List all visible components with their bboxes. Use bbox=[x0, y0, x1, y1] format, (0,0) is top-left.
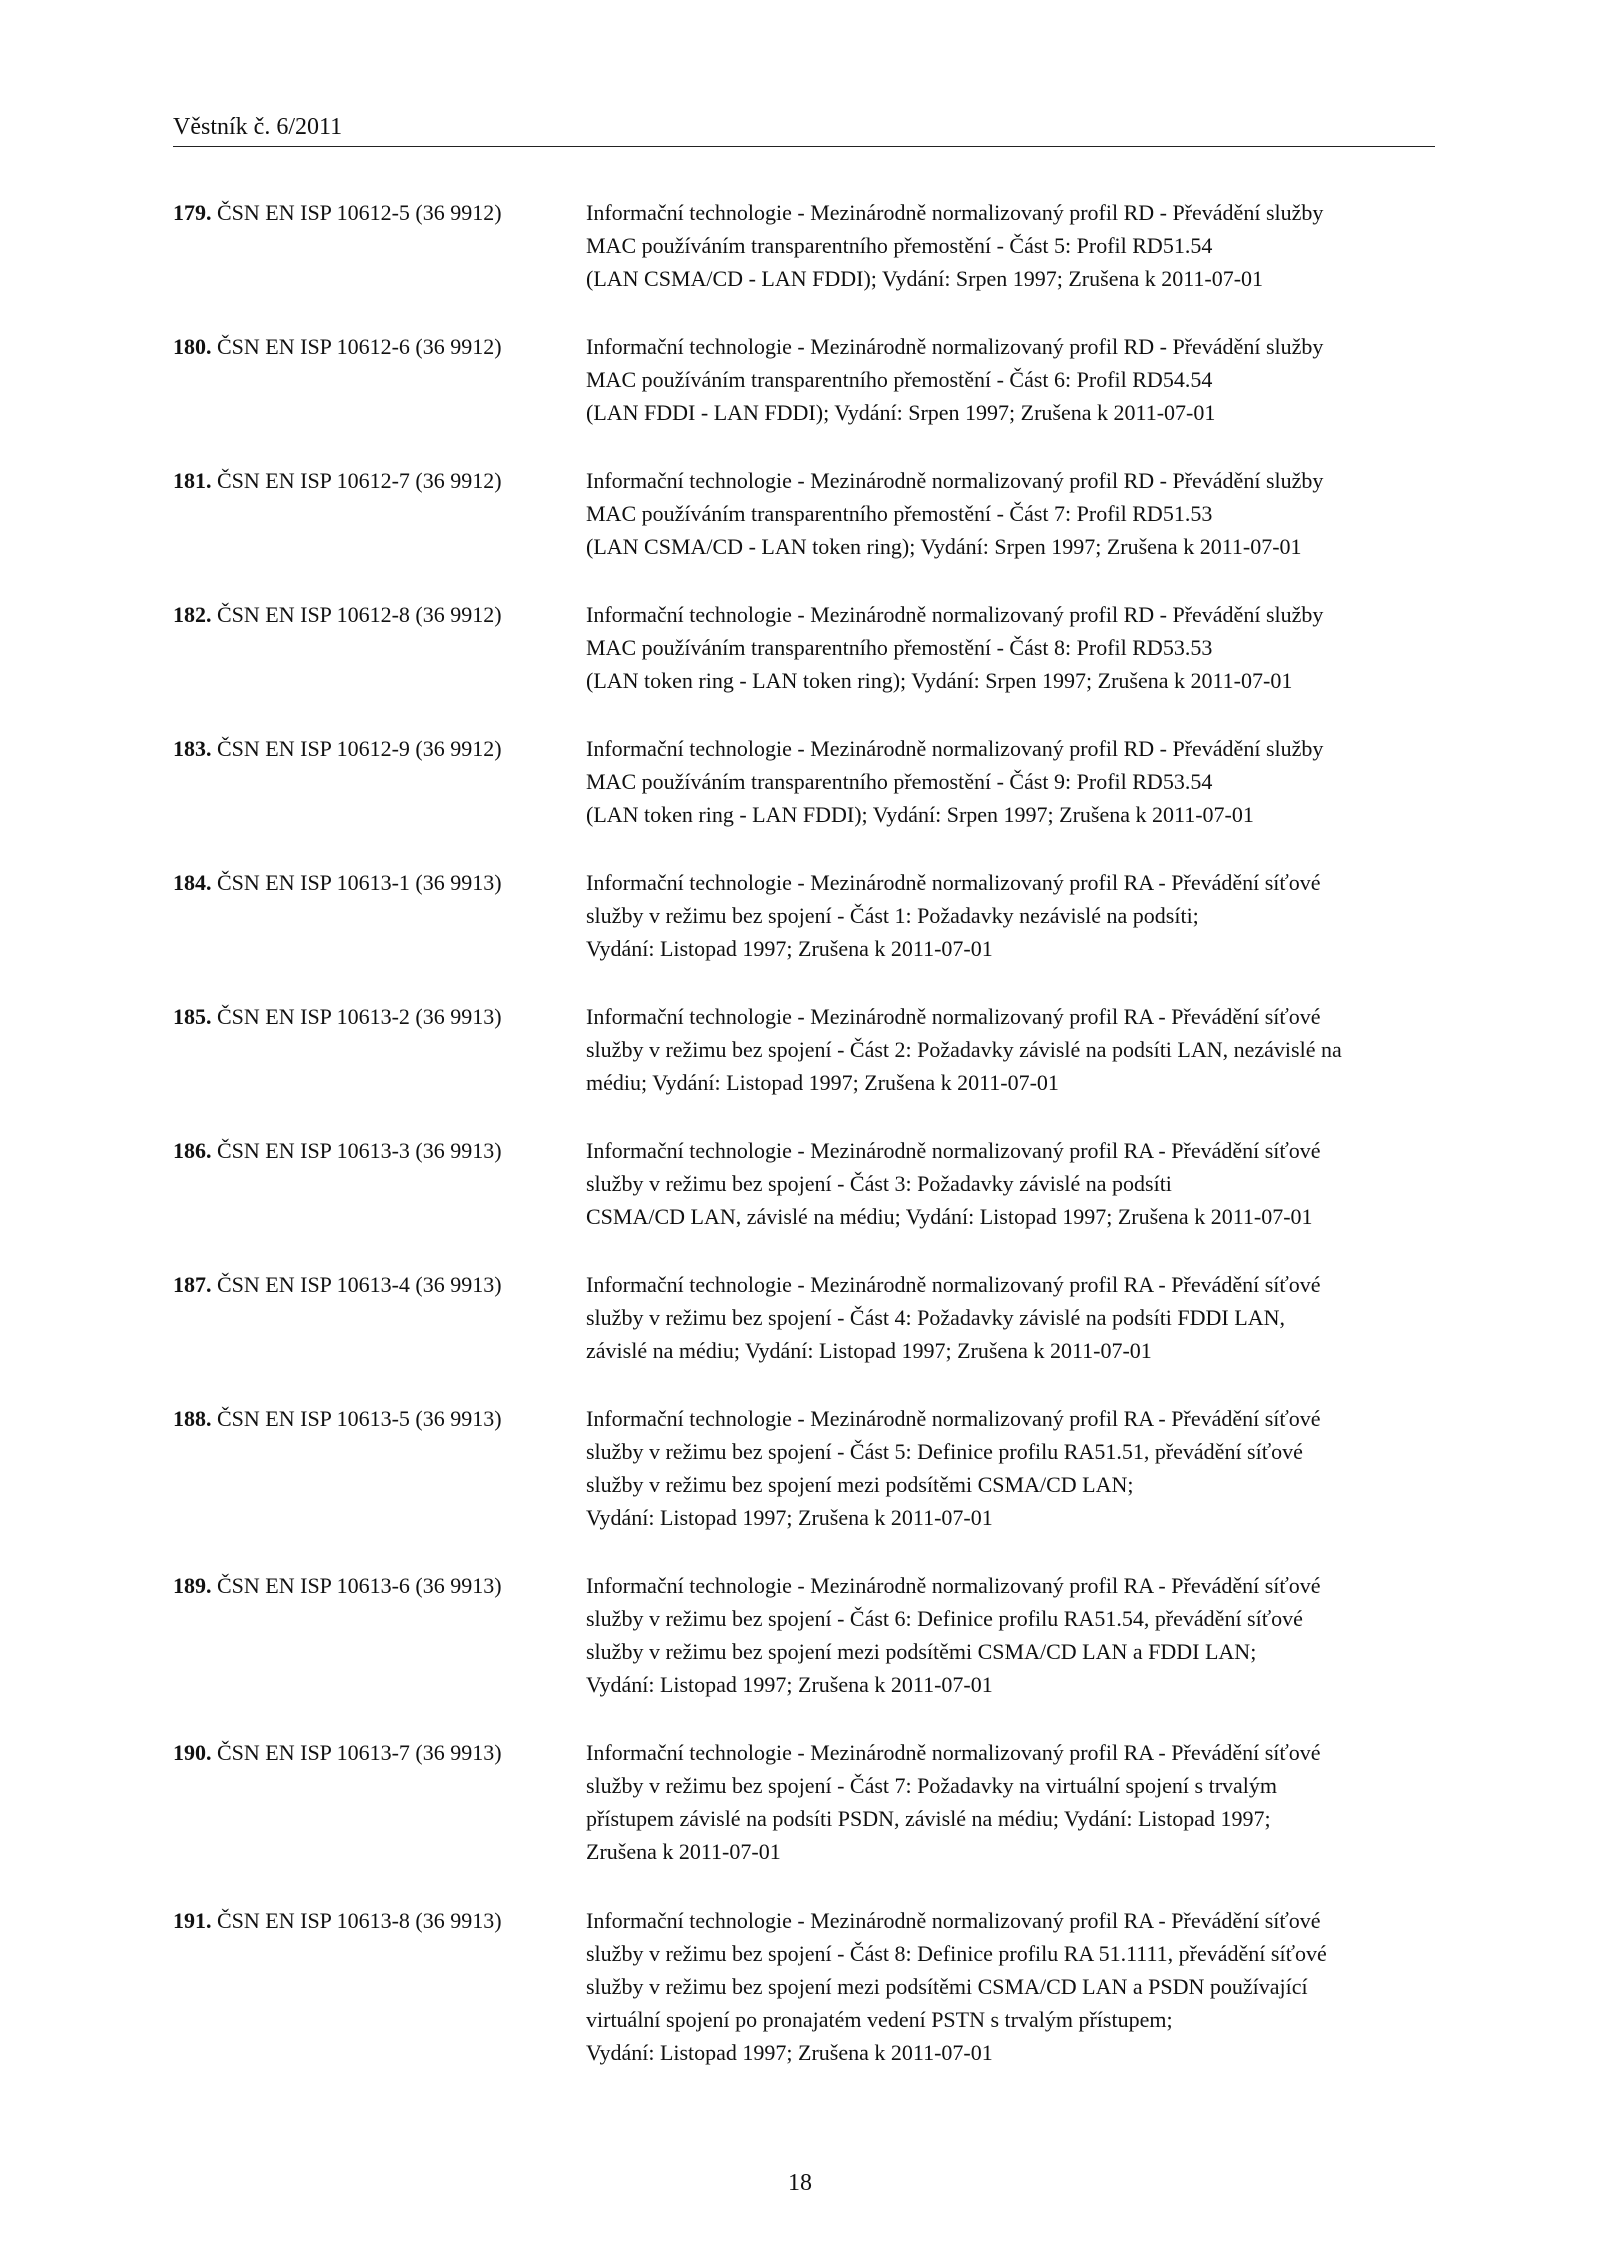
standard-code: ČSN EN ISP 10613-2 (36 9913) bbox=[217, 1004, 502, 1029]
entry-number: 190. bbox=[173, 1740, 212, 1765]
standard-designation bbox=[173, 866, 586, 965]
standard-code: ČSN EN ISP 10612-6 (36 9912) bbox=[217, 334, 502, 359]
standard-description bbox=[586, 1000, 1435, 1099]
entry-number: 184. bbox=[173, 870, 212, 895]
description-line: (LAN CSMA/CD - LAN token ring); Vydání: Srpen 1997; Zrušena k 2011-07-01 bbox=[586, 534, 1302, 559]
standard-code: ČSN EN ISP 10613-8 (36 9913) bbox=[217, 1908, 502, 1933]
description-line: Informační technologie - Mezinárodně normalizovaný profil RA - Převádění síťové bbox=[586, 1004, 1321, 1029]
list-item bbox=[173, 866, 1435, 965]
standard-designation bbox=[173, 196, 586, 295]
description-line: virtuální spojení po pronajatém vedení PSTN s trvalým přístupem; bbox=[586, 2007, 1173, 2032]
standard-code: ČSN EN ISP 10612-8 (36 9912) bbox=[217, 602, 502, 627]
list-item bbox=[173, 598, 1435, 697]
standard-description bbox=[586, 464, 1435, 563]
entry-number: 187. bbox=[173, 1272, 212, 1297]
description-line: Vydání: Listopad 1997; Zrušena k 2011-07-01 bbox=[586, 1505, 993, 1530]
standard-designation bbox=[173, 732, 586, 831]
entry-number: 180. bbox=[173, 334, 212, 359]
description-line: médiu; Vydání: Listopad 1997; Zrušena k 2011-07-01 bbox=[586, 1070, 1059, 1095]
description-line: služby v režimu bez spojení - Část 2: Požadavky závislé na podsíti LAN, nezávislé na bbox=[586, 1037, 1342, 1062]
standard-description bbox=[586, 1736, 1435, 1868]
list-item bbox=[173, 1134, 1435, 1233]
standard-code: ČSN EN ISP 10613-4 (36 9913) bbox=[217, 1272, 502, 1297]
standard-code: ČSN EN ISP 10612-7 (36 9912) bbox=[217, 468, 502, 493]
description-line: služby v režimu bez spojení mezi podsítěmi CSMA/CD LAN a PSDN používající bbox=[586, 1974, 1308, 1999]
standard-designation bbox=[173, 1268, 586, 1367]
list-item bbox=[173, 330, 1435, 429]
list-item bbox=[173, 732, 1435, 831]
standard-designation bbox=[173, 464, 586, 563]
entry-number: 189. bbox=[173, 1573, 212, 1598]
description-line: služby v režimu bez spojení - Část 7: Požadavky na virtuální spojení s trvalým bbox=[586, 1773, 1278, 1798]
description-line: (LAN CSMA/CD - LAN FDDI); Vydání: Srpen 1997; Zrušena k 2011-07-01 bbox=[586, 266, 1264, 291]
standard-code: ČSN EN ISP 10612-5 (36 9912) bbox=[217, 200, 502, 225]
page-header bbox=[173, 112, 1435, 147]
standard-description bbox=[586, 1904, 1435, 2069]
description-line: Informační technologie - Mezinárodně normalizovaný profil RD - Převádění služby bbox=[586, 334, 1324, 359]
description-line: Vydání: Listopad 1997; Zrušena k 2011-07-01 bbox=[586, 2040, 993, 2065]
standard-designation bbox=[173, 598, 586, 697]
description-line: Informační technologie - Mezinárodně normalizovaný profil RD - Převádění služby bbox=[586, 736, 1324, 761]
standard-description bbox=[586, 196, 1435, 295]
description-line: Informační technologie - Mezinárodně normalizovaný profil RA - Převádění síťové bbox=[586, 1908, 1321, 1933]
list-item bbox=[173, 1000, 1435, 1099]
standard-code: ČSN EN ISP 10613-5 (36 9913) bbox=[217, 1406, 502, 1431]
description-line: Informační technologie - Mezinárodně normalizovaný profil RA - Převádění síťové bbox=[586, 1272, 1321, 1297]
description-line: služby v režimu bez spojení - Část 4: Požadavky závislé na podsíti FDDI LAN, bbox=[586, 1305, 1285, 1330]
standard-code: ČSN EN ISP 10613-1 (36 9913) bbox=[217, 870, 502, 895]
description-line: Informační technologie - Mezinárodně normalizovaný profil RD - Převádění služby bbox=[586, 468, 1324, 493]
list-item bbox=[173, 1569, 1435, 1701]
description-line: přístupem závislé na podsíti PSDN, závislé na médiu; Vydání: Listopad 1997; bbox=[586, 1806, 1271, 1831]
entry-number: 179. bbox=[173, 200, 212, 225]
description-line: Zrušena k 2011-07-01 bbox=[586, 1839, 781, 1864]
standard-description bbox=[586, 1134, 1435, 1233]
standard-description bbox=[586, 330, 1435, 429]
standard-code: ČSN EN ISP 10613-3 (36 9913) bbox=[217, 1138, 502, 1163]
list-item bbox=[173, 1736, 1435, 1868]
description-line: (LAN token ring - LAN FDDI); Vydání: Srpen 1997; Zrušena k 2011-07-01 bbox=[586, 802, 1254, 827]
list-item bbox=[173, 1402, 1435, 1534]
description-line: Informační technologie - Mezinárodně normalizovaný profil RA - Převádění síťové bbox=[586, 870, 1321, 895]
standard-designation bbox=[173, 1904, 586, 2069]
description-line: Informační technologie - Mezinárodně normalizovaný profil RA - Převádění síťové bbox=[586, 1573, 1321, 1598]
standard-description bbox=[586, 732, 1435, 831]
description-line: MAC používáním transparentního přemostění - Část 8: Profil RD53.53 bbox=[586, 635, 1213, 660]
description-line: závislé na médiu; Vydání: Listopad 1997; Zrušena k 2011-07-01 bbox=[586, 1338, 1152, 1363]
standard-designation bbox=[173, 1134, 586, 1233]
standard-code: ČSN EN ISP 10613-7 (36 9913) bbox=[217, 1740, 502, 1765]
description-line: Vydání: Listopad 1997; Zrušena k 2011-07-01 bbox=[586, 1672, 993, 1697]
entry-number: 188. bbox=[173, 1406, 212, 1431]
list-item bbox=[173, 1904, 1435, 2069]
description-line: MAC používáním transparentního přemostění - Část 9: Profil RD53.54 bbox=[586, 769, 1213, 794]
list-item bbox=[173, 1268, 1435, 1367]
description-line: (LAN token ring - LAN token ring); Vydání: Srpen 1997; Zrušena k 2011-07-01 bbox=[586, 668, 1293, 693]
description-line: Informační technologie - Mezinárodně normalizovaný profil RA - Převádění síťové bbox=[586, 1406, 1321, 1431]
description-line: Informační technologie - Mezinárodně normalizovaný profil RA - Převádění síťové bbox=[586, 1740, 1321, 1765]
standard-code: ČSN EN ISP 10613-6 (36 9913) bbox=[217, 1573, 502, 1598]
description-line: Informační technologie - Mezinárodně normalizovaný profil RD - Převádění služby bbox=[586, 200, 1324, 225]
description-line: MAC používáním transparentního přemostění - Část 5: Profil RD51.54 bbox=[586, 233, 1213, 258]
entry-number: 185. bbox=[173, 1004, 212, 1029]
description-line: služby v režimu bez spojení mezi podsítěmi CSMA/CD LAN a FDDI LAN; bbox=[586, 1639, 1257, 1664]
standard-designation bbox=[173, 1402, 586, 1534]
description-line: (LAN FDDI - LAN FDDI); Vydání: Srpen 1997; Zrušena k 2011-07-01 bbox=[586, 400, 1216, 425]
entry-number: 182. bbox=[173, 602, 212, 627]
description-line: služby v režimu bez spojení - Část 1: Požadavky nezávislé na podsíti; bbox=[586, 903, 1199, 928]
description-line: služby v režimu bez spojení mezi podsítěmi CSMA/CD LAN; bbox=[586, 1472, 1134, 1497]
description-line: MAC používáním transparentního přemostění - Část 7: Profil RD51.53 bbox=[586, 501, 1213, 526]
standard-description bbox=[586, 1402, 1435, 1534]
entry-number: 181. bbox=[173, 468, 212, 493]
standard-description bbox=[586, 1569, 1435, 1701]
description-line: služby v režimu bez spojení - Část 5: Definice profilu RA51.51, převádění síťové bbox=[586, 1439, 1303, 1464]
entry-number: 191. bbox=[173, 1908, 212, 1933]
standard-description bbox=[586, 1268, 1435, 1367]
standard-designation bbox=[173, 330, 586, 429]
page-number: 18 bbox=[788, 2170, 812, 2196]
standard-designation bbox=[173, 1000, 586, 1099]
entry-number: 186. bbox=[173, 1138, 212, 1163]
description-line: Informační technologie - Mezinárodně normalizovaný profil RA - Převádění síťové bbox=[586, 1138, 1321, 1163]
standard-designation bbox=[173, 1736, 586, 1868]
list-item bbox=[173, 196, 1435, 295]
description-line: CSMA/CD LAN, závislé na médiu; Vydání: Listopad 1997; Zrušena k 2011-07-01 bbox=[586, 1204, 1313, 1229]
standard-designation bbox=[173, 1569, 586, 1701]
description-line: MAC používáním transparentního přemostění - Část 6: Profil RD54.54 bbox=[586, 367, 1213, 392]
entry-number: 183. bbox=[173, 736, 212, 761]
description-line: služby v režimu bez spojení - Část 8: Definice profilu RA 51.1111, převádění síťové bbox=[586, 1941, 1327, 1966]
description-line: Informační technologie - Mezinárodně normalizovaný profil RD - Převádění služby bbox=[586, 602, 1324, 627]
description-line: služby v režimu bez spojení - Část 6: Definice profilu RA51.54, převádění síťové bbox=[586, 1606, 1303, 1631]
standard-description bbox=[586, 598, 1435, 697]
standard-code: ČSN EN ISP 10612-9 (36 9912) bbox=[217, 736, 502, 761]
standard-description bbox=[586, 866, 1435, 965]
list-item bbox=[173, 464, 1435, 563]
journal-title: Věstník č. 6/2011 bbox=[173, 114, 343, 140]
description-line: služby v režimu bez spojení - Část 3: Požadavky závislé na podsíti bbox=[586, 1171, 1172, 1196]
description-line: Vydání: Listopad 1997; Zrušena k 2011-07-01 bbox=[586, 936, 993, 961]
